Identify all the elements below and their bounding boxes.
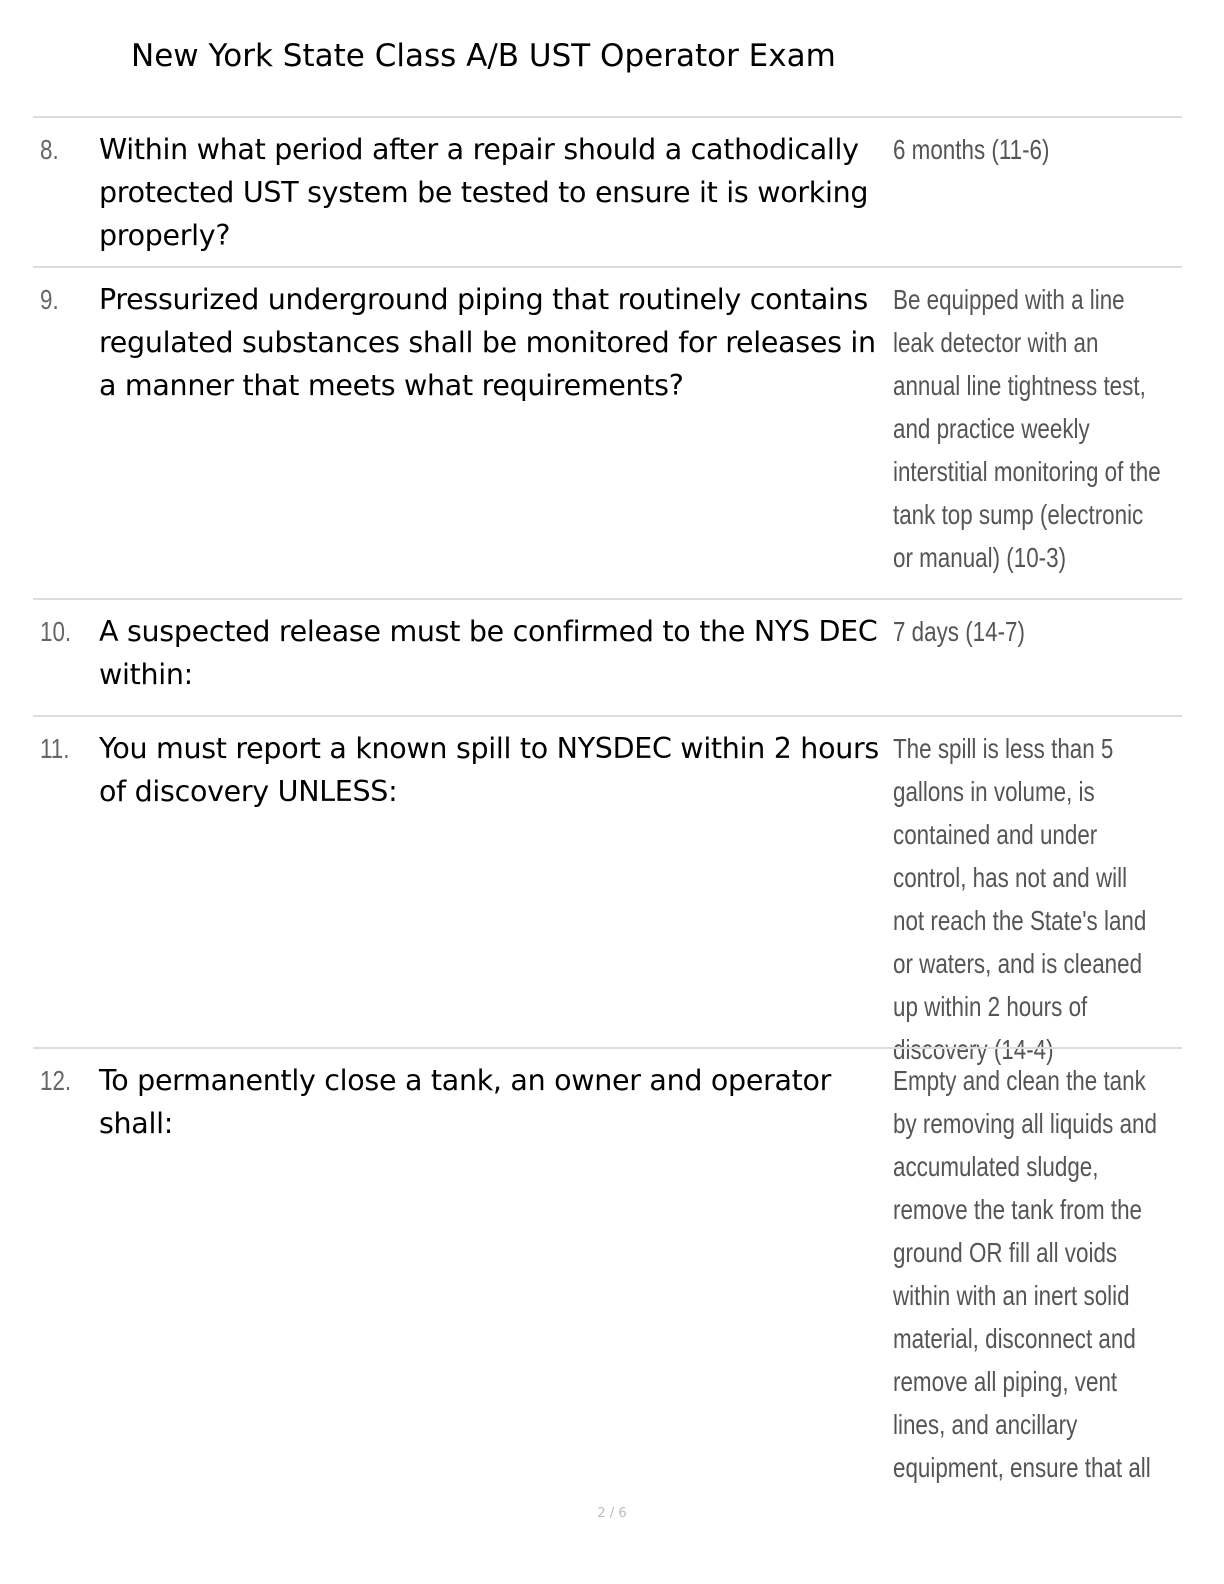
page-number: 2 / 6 — [597, 1506, 627, 1521]
question-number: 11. — [40, 733, 70, 764]
question-row — [33, 1047, 1182, 1483]
question-row — [33, 266, 1182, 598]
answer-text: Be equipped with a line leak detector with an annual line tightness test, and practice weekly interstitial monitoring of the tank top sump (electronic or manual) (10-3) — [893, 284, 1161, 573]
question-text: To permanently close a tank, an owner and operator shall: — [99, 1064, 832, 1140]
question-text: You must report a known spill to NYSDEC within 2 hours of discovery UNLESS: — [99, 732, 879, 808]
question-text: A suspected release must be confirmed to the NYS DEC within: — [99, 615, 878, 691]
question-text: Within what period after a repair should a cathodically protected UST system be tested to ensure it is working properly? — [99, 133, 869, 252]
answer-text: 7 days (14-7) — [893, 616, 1025, 647]
document-title: New York State Class A/B UST Operator Exam — [131, 38, 836, 74]
question-number: 10. — [40, 616, 72, 647]
question-number: 8. — [40, 134, 59, 165]
question-row — [33, 116, 1182, 266]
question-list — [33, 116, 1182, 1483]
question-text: Pressurized underground piping that routinely contains regulated substances shall be monitored for releases in a manner that meets what requirements? — [99, 283, 876, 402]
question-number: 9. — [40, 284, 59, 315]
answer-text: 6 months (11-6) — [893, 134, 1050, 165]
question-row — [33, 598, 1182, 715]
question-row — [33, 715, 1182, 1065]
answer-text: Empty and clean the tank by removing all liquids and accumulated sludge, remove the tank from the ground OR fill all voids within with an inert solid material, disconnect and remove all piping, vent lines, and ancillary equipment, ensure that all — [893, 1065, 1157, 1483]
answer-text: The spill is less than 5 gallons in volume, is contained and under control, has not and will not reach the State's land or waters, and is cleaned up within 2 hours of discovery (14-4) — [893, 733, 1147, 1065]
question-number: 12. — [40, 1065, 72, 1096]
